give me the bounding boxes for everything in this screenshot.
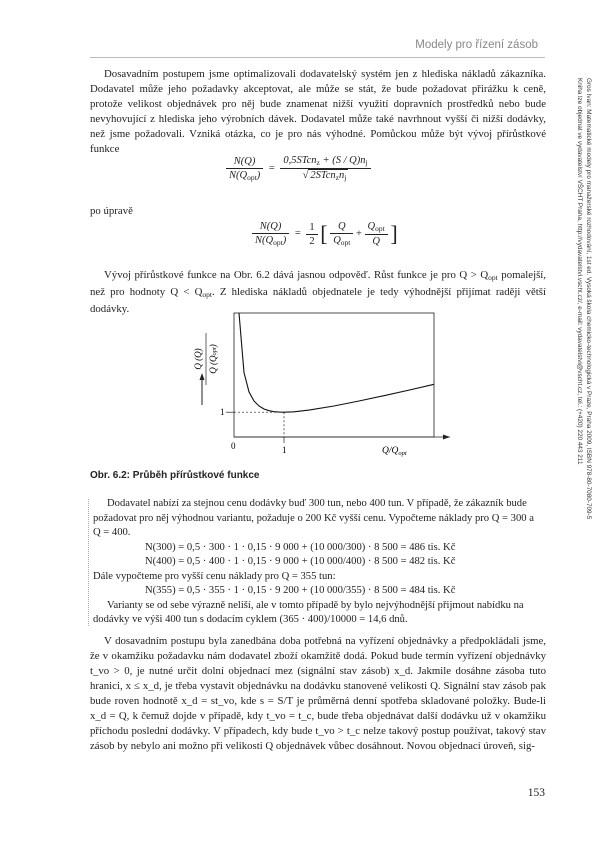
formula2-b-den: Q (372, 236, 380, 247)
analysis-text-end: . Z hlediska nákladů objednatele je tedy výhodnější přijímat raději větší dodávky. (90, 286, 546, 315)
x-axis-label: $Q/Q_{opt}$ (382, 446, 407, 457)
side-citation (575, 78, 593, 519)
worked-example (93, 497, 543, 628)
formula1-rhs-den: 2STcn (310, 170, 336, 181)
formula2-b-num: Q (367, 221, 376, 232)
formula1-lhs-num: N(Q) (233, 155, 256, 167)
formula2-term-b: $\frac{Q_{opt}}{Q}$ (365, 221, 388, 247)
example-equation-2: N(400) = 0,5 · 400 · 1 · 0,15 · 9 000 + (10 000/400) · 8 500 = 482 tis. Kč (145, 556, 456, 567)
closing-paragraph (90, 634, 546, 754)
formula2-coef (306, 222, 317, 247)
chart-svg (184, 305, 454, 465)
analysis-paragraph: Vývoj přírůstkové funkce na Obr. 6.2 dává jasnou odpověď. Růst funkce je pro $Q > Q_{opt}$ pomalejší, než pro hodnoty $Q < Q_{opt}$. Z hlediska nákladů objednatele je tedy výhodnější přijímat raději větší dodávky. (90, 269, 546, 315)
intro-text: Dosavadním postupem jsme optimalizovali dodavatelský systém jen z hlediska nákladů zákazníka. Dodavatel může jeho požadavky akceptovat, ale může se stát, že bude požadovat přirážku k ceně, protože velikost objednávek pro něj bude znamenat nižší využití dopravních prostředků nebo bude nevyhovující z hlediska jeho výrobních dávek. Dodavatel může také navrhnout vyšší či nižší dodávky, než jsme požadovali. Vzniká otázka, co je pro nás výhodné. Pomůckou může být vývoj přírůstkové funkce (90, 68, 546, 155)
figure-caption: Obr. 6.2: Průběh přírůstkové funkce (90, 470, 260, 481)
analysis-text-rest: pomalejší, než pro hodnoty Q < Q (90, 269, 546, 298)
formula1-rhs-num: 0,5STcn (283, 155, 317, 166)
formula2-lhs: $\frac{N(Q)}{N(Q_{opt})}$ (252, 221, 289, 247)
formula1-lhs: $\frac{N(Q)}{N(Q_{opt})}$ (226, 156, 263, 182)
running-header: Modely pro řízení zásob (415, 39, 538, 51)
analysis-text: Vývoj přírůstkové funkce na Obr. 6.2 dává jasnou odpověď. Růst funkce je pro Q > Q (104, 269, 489, 281)
formula1-rhs-num-mid: + (S / Q)n (319, 155, 366, 166)
y-axis-arrow (200, 373, 205, 380)
formula1-rhs: $\frac{0,5STcn_z + (S / Q)n_j}{√ 2STcn_zn_j}$ (280, 155, 370, 182)
x-axis-arrow (443, 435, 450, 440)
formula2-a-den: Q (333, 235, 341, 246)
closing-text: V dosavadním postupu byla zanedbána doba potřebná na vyřízení objednávky a předpokládali jsme, že v okamžiku požadavku nám dodavatel zboží okamžitě dodá. Pokud bude termín vyřízení objednávky t_vo > 0, je nutné určit dolní objednací mez (signální stav zásob) x_d. Jakmile dosáhne zásoba tuto hranici, x ≤ x_d, je třeba vystavit objednávku na dodávku stanovené velikosti Q. Signální stav zásob pak bude roven hodnotě x_d = st_vo, kde s = S/T je průměrná denní spotřeba skladované položky. Bude-li x_d = Q, k čemuž dojde v případě, kdy t_vo = t_c, bude třeba objednávat další dodávku už v okamžiku příchodu poslední dodávky. V případech, kdy bude t_vo > t_c nelze takový postup používat, takový stav zásob by nebylo ani možno při velikosti Q objednávek vůbec dosáhnout. Novou objednací úroveň, sig- (90, 635, 546, 752)
side-citation-line-2: Kniha lze objednat ve vydavatelství VŠCHT Praha, http://vydavatelstvi.vscht.cz/, e-mail: vydavatelstvi@vscht.cz, tel.: (+420) 220 443 211 (576, 78, 583, 465)
example-paragraph-3: Varianty se od sebe výrazně neliší, ale v tomto případě by bylo nejvýhodnější přijmout nabídku na dodávky ve výši 400 tun s dodacím cyklem (365 · 400)/10000 = 14,6 dnů. (93, 599, 524, 625)
y-axis-label-denominator: Q (Qopt) (208, 344, 218, 374)
incremental-function-chart (184, 305, 454, 465)
formula2-lhs-den: N(Q (255, 235, 274, 246)
y-tick-label-1: 1 (220, 407, 225, 418)
example-equation-1: N(300) = 0,5 · 300 · 1 · 0,15 · 9 000 + (10 000/300) · 8 500 = 486 tis. Kč (145, 541, 456, 553)
formula2-plus: + (356, 228, 362, 240)
formula1-lhs-sub: opt (247, 172, 257, 182)
formula2-term-a: $\frac{Q}{Q_{opt}}$ (330, 221, 353, 247)
y-axis-label: Q (Q) (193, 348, 203, 370)
x-axis-label-sub: opt (398, 450, 407, 457)
example-equation-3: N(355) = 0,5 · 355 · 1 · 0,15 · 9 200 + (10 000/355) · 8 500 = 484 tis. Kč (145, 585, 456, 596)
example-paragraph-1: Dodavatel nabízí za stejnou cenu dodávky buď 300 tun, nebo 400 tun. V případě, že zákazník bude požadovat pro něj výhodnou variantu, požaduje o 200 Kč vyšší cenu. Vypočteme náklady pro Q = 300 a Q = 400. (93, 498, 534, 538)
y-axis-label-sub: opt (211, 347, 218, 356)
x-tick-label-0: 0 (231, 441, 236, 451)
example-paragraph-2: Dále vypočteme pro vyšší cenu náklady pro Q = 355 tun: (93, 570, 336, 582)
x-tick-label-1: 1 (282, 445, 287, 455)
after-formula-text: po úpravě (90, 205, 133, 217)
incremental-function-formula: $\frac{N(Q)}{N(Q_{opt})}$ = $\frac{0,5STcn_z + (S / Q)n_j}{√ 2STcn_zn_j}$ (226, 155, 371, 182)
formula2-coef-num: 1 (306, 222, 317, 235)
formula2-a-num: Q (337, 221, 346, 232)
example-margin-rule (88, 499, 89, 626)
intro-paragraph (90, 67, 546, 157)
page-number: 153 (527, 787, 545, 799)
plot-frame (234, 313, 434, 437)
simplified-formula: $\frac{N(Q)}{N(Q_{opt})}$ = $\frac{1}{2}$ [ $\frac{Q}{Q_{opt}}$ + $\frac{Q_{opt}}{Q}$ ] (252, 221, 398, 247)
formula2-coef-den: 2 (309, 235, 315, 247)
side-citation-line-1: Gros Ivan: Matematické modely pro manažerské rozhodování, 1st ed. Vysoká škola chemicko-technologická v Praze, Praha 2009, ISBN 978-80-7080-709-5 (585, 78, 592, 520)
formula1-lhs-den: N(Q (229, 169, 248, 181)
formula2-lhs-num: N(Q) (259, 221, 282, 232)
incremental-function-line (239, 313, 434, 412)
header-rule (90, 57, 545, 58)
